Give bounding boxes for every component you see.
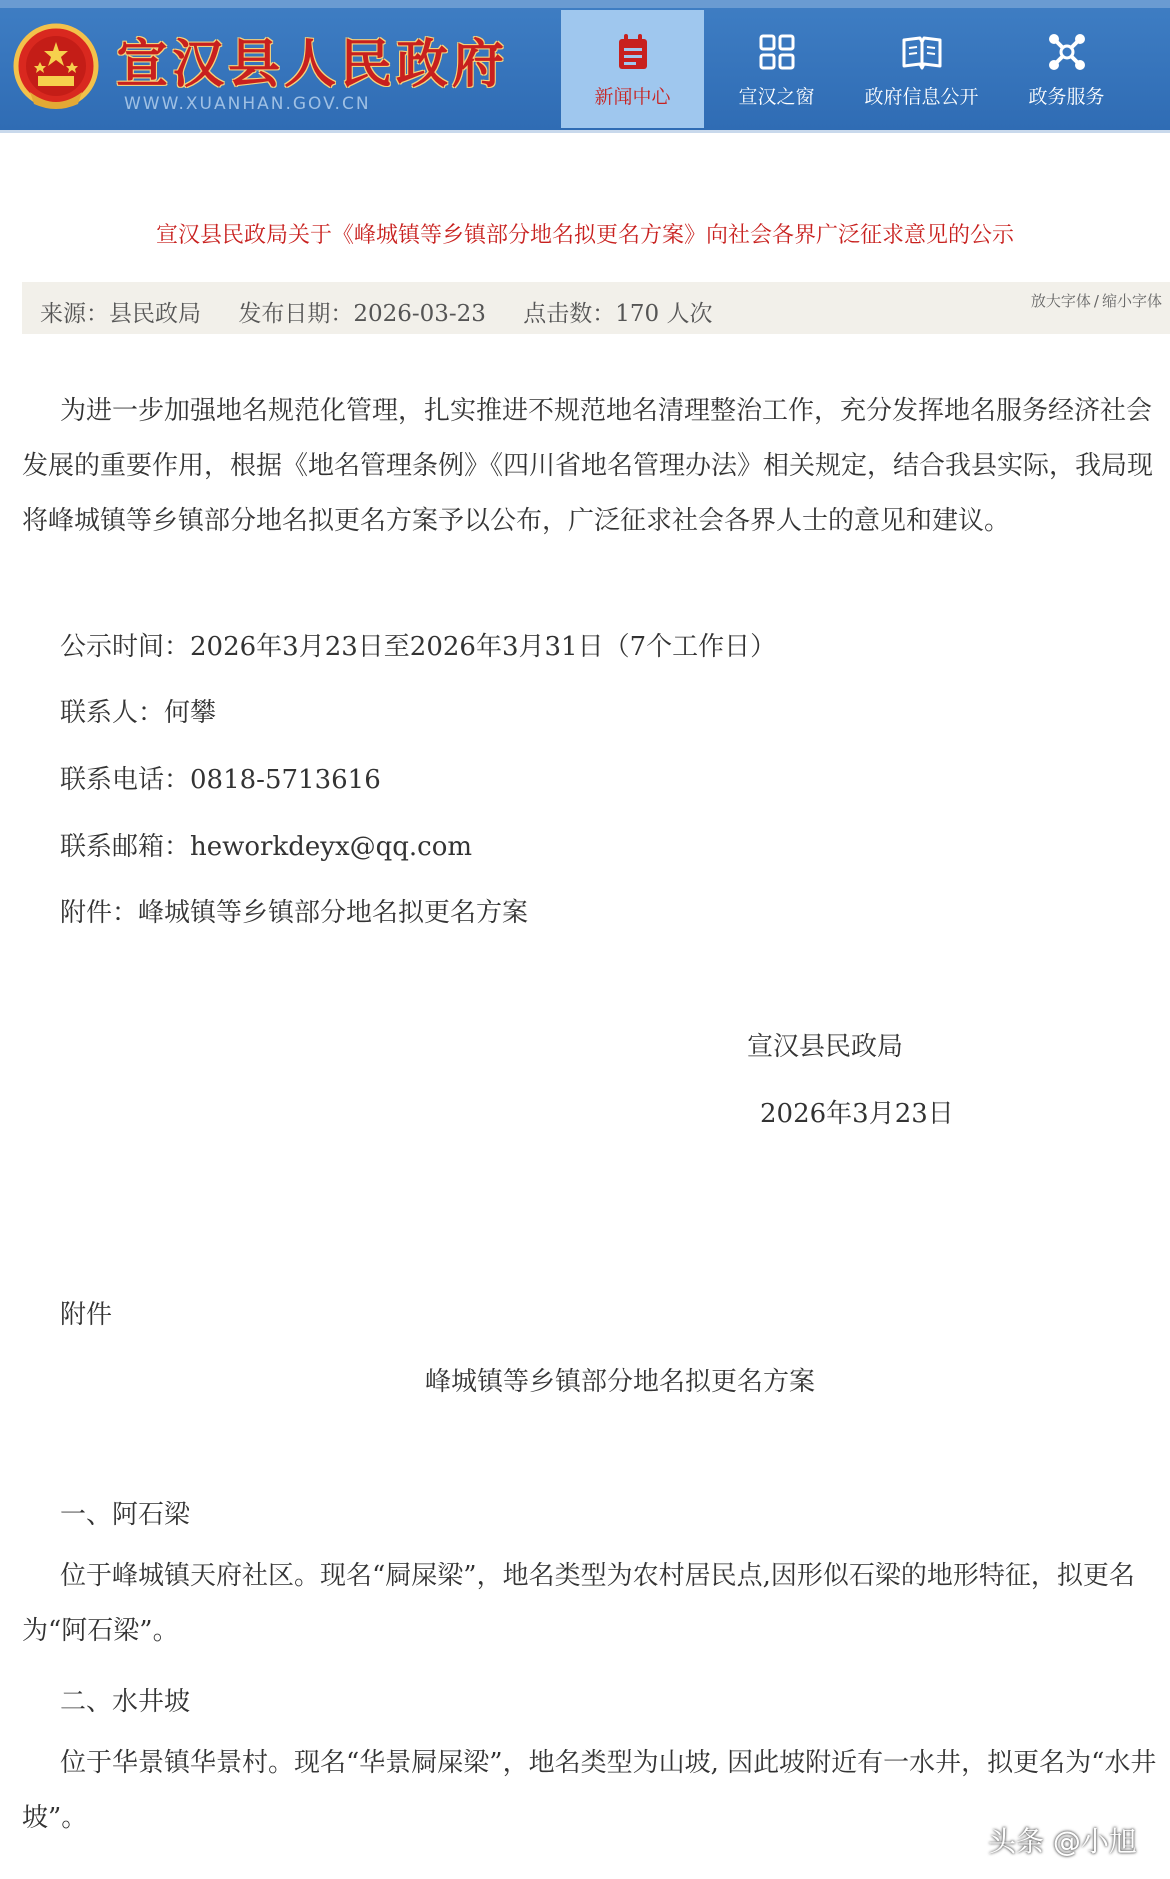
font-size-controls [1031, 290, 1162, 311]
nav-item-label: 政务服务 [1028, 85, 1105, 108]
calendar-icon [611, 30, 655, 74]
contact-email: 联系邮箱：heworkdeyx@qq.com [60, 832, 473, 862]
contact-phone: 联系电话：0818-5713616 [60, 765, 381, 795]
item-text: 位于华景镇华景村。现名“华景屙屎梁”，地名类型为山坡, 因此坡附近有一水井，拟更名为“水井坡”。 [22, 1748, 1157, 1833]
book-icon [900, 30, 944, 74]
contact-person: 联系人：何攀 [60, 698, 217, 728]
item-heading: 二、水井坡 [60, 1687, 191, 1717]
notice-period: 公示时间：2026年3月23日至2026年3月31日（7个工作日） [60, 632, 777, 662]
article-meta [40, 295, 742, 328]
font-controls-separator: / [1093, 292, 1099, 310]
meta-publish-date: 发布日期：2026-03-23 [238, 301, 486, 327]
article-meta-bar [22, 282, 1170, 334]
nav-item-news-center[interactable] [561, 10, 704, 128]
network-icon [1045, 30, 1089, 74]
national-emblem-icon [12, 22, 100, 114]
article-title: 宣汉县民政局关于《峰城镇等乡镇部分地名拟更名方案》向社会各界广泛征求意见的公示 [155, 223, 1014, 248]
nav-item-xuanhan-window[interactable] [704, 10, 849, 128]
nav-item-label: 政府信息公开 [864, 85, 979, 108]
site-title[interactable]: 宣汉县人民政府 [116, 35, 509, 95]
grid-icon [755, 30, 799, 74]
header-top-strip [0, 0, 1170, 8]
site-header [0, 0, 1170, 133]
annex-label: 附件 [60, 1300, 113, 1330]
intro-paragraph: 为进一步加强地名规范化管理，扎实推进不规范地名清理整治工作，充分发挥地名服务经济社会发展的重要作用，根据《地名管理条例》《四川省地名管理办法》相关规定，结合我县实际，我局现将峰城镇等乡镇部分地名拟更名方案予以公布，广泛征求社会各界人士的意见和建议。 [22, 396, 1154, 536]
signature-org: 宣汉县民政局 [747, 1032, 904, 1062]
item-heading: 一、阿石梁 [60, 1500, 191, 1530]
site-url: WWW.XUANHAN.GOV.CN [124, 94, 371, 114]
nav-item-gov-info-disclosure[interactable] [849, 10, 994, 128]
enlarge-font-button[interactable]: 放大字体 [1030, 292, 1091, 310]
signature-date: 2026年3月23日 [760, 1099, 954, 1129]
nav-item-gov-services[interactable] [994, 10, 1139, 128]
annex-title: 峰城镇等乡镇部分地名拟更名方案 [424, 1367, 815, 1397]
watermark: 头条 @小旭 [988, 1825, 1137, 1858]
item-text: 位于峰城镇天府社区。现名“屙屎梁”，地名类型为农村居民点,因形似石梁的地形特征，拟更名为“阿石梁”。 [22, 1561, 1135, 1646]
nav-item-label: 新闻中心 [594, 85, 671, 108]
attachment-link[interactable]: 附件：峰城镇等乡镇部分地名拟更名方案 [60, 898, 529, 928]
meta-click-count: 点击数：170 人次 [523, 301, 713, 327]
nav-item-label: 宣汉之窗 [738, 85, 815, 108]
shrink-font-button[interactable]: 缩小字体 [1101, 292, 1162, 310]
meta-source: 来源：县民政局 [40, 301, 201, 327]
main-nav [561, 10, 1139, 128]
